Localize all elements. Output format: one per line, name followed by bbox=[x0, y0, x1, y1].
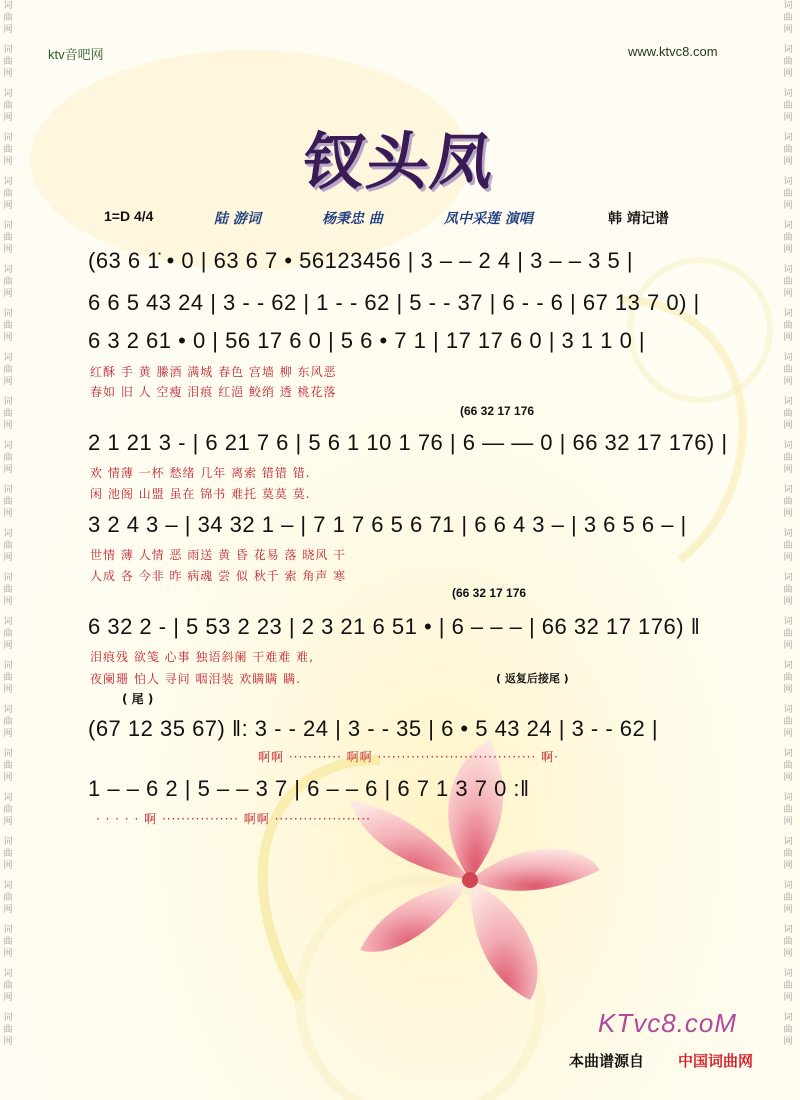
watermark-text: 词 曲 网 bbox=[783, 89, 793, 123]
lyrics-verse2-line6: 夜阑珊 怕人 寻问 咽泪装 欢瞒瞒 瞒. bbox=[90, 672, 301, 686]
score-line-5: 3 2 4 3 – | 34 32 1 – | 7 1 7 6 5 6 71 | 6 6 4 3 – | 3 6 5 6 – | bbox=[88, 512, 687, 537]
ktvc8-logo: KTvc8.coM bbox=[598, 1008, 738, 1038]
score-line-4: 2 1 21 3 - | 6 21 7 6 | 5 6 1 10 1 76 | 6 — — 0 | 66 32 17 176) | bbox=[88, 430, 728, 455]
alt-notes-line4: (66 32 17 176 bbox=[460, 404, 535, 418]
lyrics-verse1-line6: 泪痕残 欲笺 心事 独语斜阑 干难难 难, bbox=[90, 650, 314, 664]
score-line-8: 1 – – 6 2 | 5 – – 3 7 | 6 – – 6 | 6 7 1 3 7 0 :‖ bbox=[88, 776, 530, 801]
singer-credit: 凤中采莲 演唱 bbox=[444, 211, 533, 227]
header-left-site: ktv音吧网 bbox=[48, 47, 104, 62]
watermark-text: 词 曲 网 bbox=[3, 1, 13, 35]
alt-notes-line6: (66 32 17 176 bbox=[452, 586, 527, 600]
watermark-text: 词 曲 网 bbox=[3, 881, 13, 915]
watermark-text: 词 曲 网 bbox=[3, 925, 13, 959]
watermark-text: 词 曲 网 bbox=[3, 353, 13, 387]
watermark-text: 词 曲 网 bbox=[3, 837, 13, 871]
watermark-text: 词 曲 网 bbox=[783, 969, 793, 1003]
watermark-text: 词 曲 网 bbox=[3, 309, 13, 343]
watermark-text: 词 曲 网 bbox=[3, 661, 13, 695]
lyrics-verse1-line5: 世情 薄 人情 恶 雨送 黄 昏 花易 落 晓风 干 bbox=[90, 548, 347, 562]
watermark-text: 词 曲 网 bbox=[3, 1013, 13, 1047]
watermark-text: 词 曲 网 bbox=[783, 485, 793, 519]
right-watermark-strip bbox=[782, 0, 798, 1100]
header-right-site: www.ktvc8.com bbox=[628, 44, 718, 59]
key-signature: 1=D 4/4 bbox=[104, 208, 154, 224]
watermark-text: 词 曲 网 bbox=[783, 925, 793, 959]
watermark-text: 词 曲 网 bbox=[783, 617, 793, 651]
score-line-3: 6 3 2 61 • 0 | 56 17 6 0 | 5 6 • 7 1 | 17 17 6 0 | 3 1 1 0 | bbox=[88, 328, 646, 353]
score-line-2: 6 6 5 43 24 | 3 - - 62 | 1 - - 62 | 5 - - 37 | 6 - - 6 | 67 13 7 0) | bbox=[88, 290, 700, 315]
watermark-text: 词 曲 网 bbox=[783, 881, 793, 915]
watermark-text: 词 曲 网 bbox=[3, 45, 13, 79]
score-line-1: (63 6 1̇ • 0 | 63 6 7 • 56123456 | 3 – – 2 4 | 3 – – 3 5 | bbox=[88, 248, 634, 273]
watermark-text: 词 曲 网 bbox=[3, 397, 13, 431]
watermark-text: 词 曲 网 bbox=[783, 793, 793, 827]
watermark-text: 词 曲 网 bbox=[3, 177, 13, 211]
score-line-6: 6 32 2 - | 5 53 2 23 | 2 3 21 6 51 • | 6 – – – | 66 32 17 176) ‖ bbox=[88, 614, 701, 639]
watermark-text: 词 曲 网 bbox=[3, 749, 13, 783]
watermark-text: 词 曲 网 bbox=[3, 221, 13, 255]
watermark-text: 词 曲 网 bbox=[783, 705, 793, 739]
watermark-text: 词 曲 网 bbox=[3, 441, 13, 475]
lyrics-line7-humming: 啊啊 ··········· 啊啊 ································· 啊· bbox=[258, 750, 559, 764]
watermark-text: 词 曲 网 bbox=[783, 45, 793, 79]
watermark-text: 词 曲 网 bbox=[783, 529, 793, 563]
watermark-text: 词 曲 网 bbox=[3, 793, 13, 827]
watermark-text: 词 曲 网 bbox=[3, 89, 13, 123]
return-instruction: ( 返复后接尾 ) bbox=[496, 672, 569, 685]
composer-credit: 杨秉忠 曲 bbox=[322, 211, 383, 227]
watermark-text: 词 曲 网 bbox=[783, 221, 793, 255]
watermark-text: 词 曲 网 bbox=[3, 617, 13, 651]
left-watermark-strip bbox=[2, 0, 18, 1100]
watermark-text: 词 曲 网 bbox=[783, 1, 793, 35]
watermark-text: 词 曲 网 bbox=[3, 705, 13, 739]
lyrics-verse2-line3: 春如 旧 人 空瘦 泪痕 红浥 鲛绡 透 桃花落 bbox=[90, 385, 337, 399]
watermark-text: 词 曲 网 bbox=[3, 969, 13, 1003]
watermark-text: 词 曲 网 bbox=[783, 265, 793, 299]
watermark-text: 词 曲 网 bbox=[783, 661, 793, 695]
watermark-text: 词 曲 网 bbox=[783, 177, 793, 211]
coda-label: ( 尾 ) bbox=[122, 692, 154, 706]
source-label: 本曲谱源自 bbox=[569, 1052, 645, 1070]
lyrics-verse1-line3: 红酥 手 黄 縢酒 满城 春色 宫墙 柳 东风恶 bbox=[90, 365, 337, 379]
watermark-text: 词 曲 网 bbox=[783, 133, 793, 167]
source-site[interactable]: 中国词曲网 bbox=[678, 1052, 754, 1070]
lyrics-verse2-line5: 人成 各 今非 昨 病魂 尝 似 秋千 索 角声 寒 bbox=[90, 569, 347, 583]
watermark-text: 词 曲 网 bbox=[783, 837, 793, 871]
watermark-text: 词 曲 网 bbox=[783, 749, 793, 783]
watermark-text: 词 曲 网 bbox=[3, 529, 13, 563]
lyrics-verse1-line4: 欢 情薄 一杯 愁绪 几年 离索 错错 错. bbox=[90, 466, 311, 480]
song-title: 钗头凤 bbox=[298, 125, 501, 198]
score-line-7: (67 12 35 67) ‖: 3 - - 24 | 3 - - 35 | 6 • 5 43 24 | 3 - - 62 | bbox=[88, 716, 659, 741]
watermark-text: 词 曲 网 bbox=[3, 133, 13, 167]
lyricist-credit: 陆 游词 bbox=[214, 211, 261, 227]
watermark-text: 词 曲 网 bbox=[3, 265, 13, 299]
lyrics-verse2-line4: 闲 池阁 山盟 虽在 锦书 难托 莫莫 莫. bbox=[90, 487, 311, 501]
lyrics-line8-humming: · · · · · 啊 ················ 啊啊 ···················· bbox=[96, 812, 371, 826]
watermark-text: 词 曲 网 bbox=[783, 397, 793, 431]
watermark-text: 词 曲 网 bbox=[3, 485, 13, 519]
watermark-text: 词 曲 网 bbox=[783, 573, 793, 607]
transcriber-credit: 韩 靖记谱 bbox=[608, 211, 669, 227]
watermark-text: 词 曲 网 bbox=[783, 309, 793, 343]
watermark-text: 词 曲 网 bbox=[783, 353, 793, 387]
watermark-text: 词 曲 网 bbox=[783, 1013, 793, 1047]
watermark-text: 词 曲 网 bbox=[3, 573, 13, 607]
watermark-text: 词 曲 网 bbox=[783, 441, 793, 475]
